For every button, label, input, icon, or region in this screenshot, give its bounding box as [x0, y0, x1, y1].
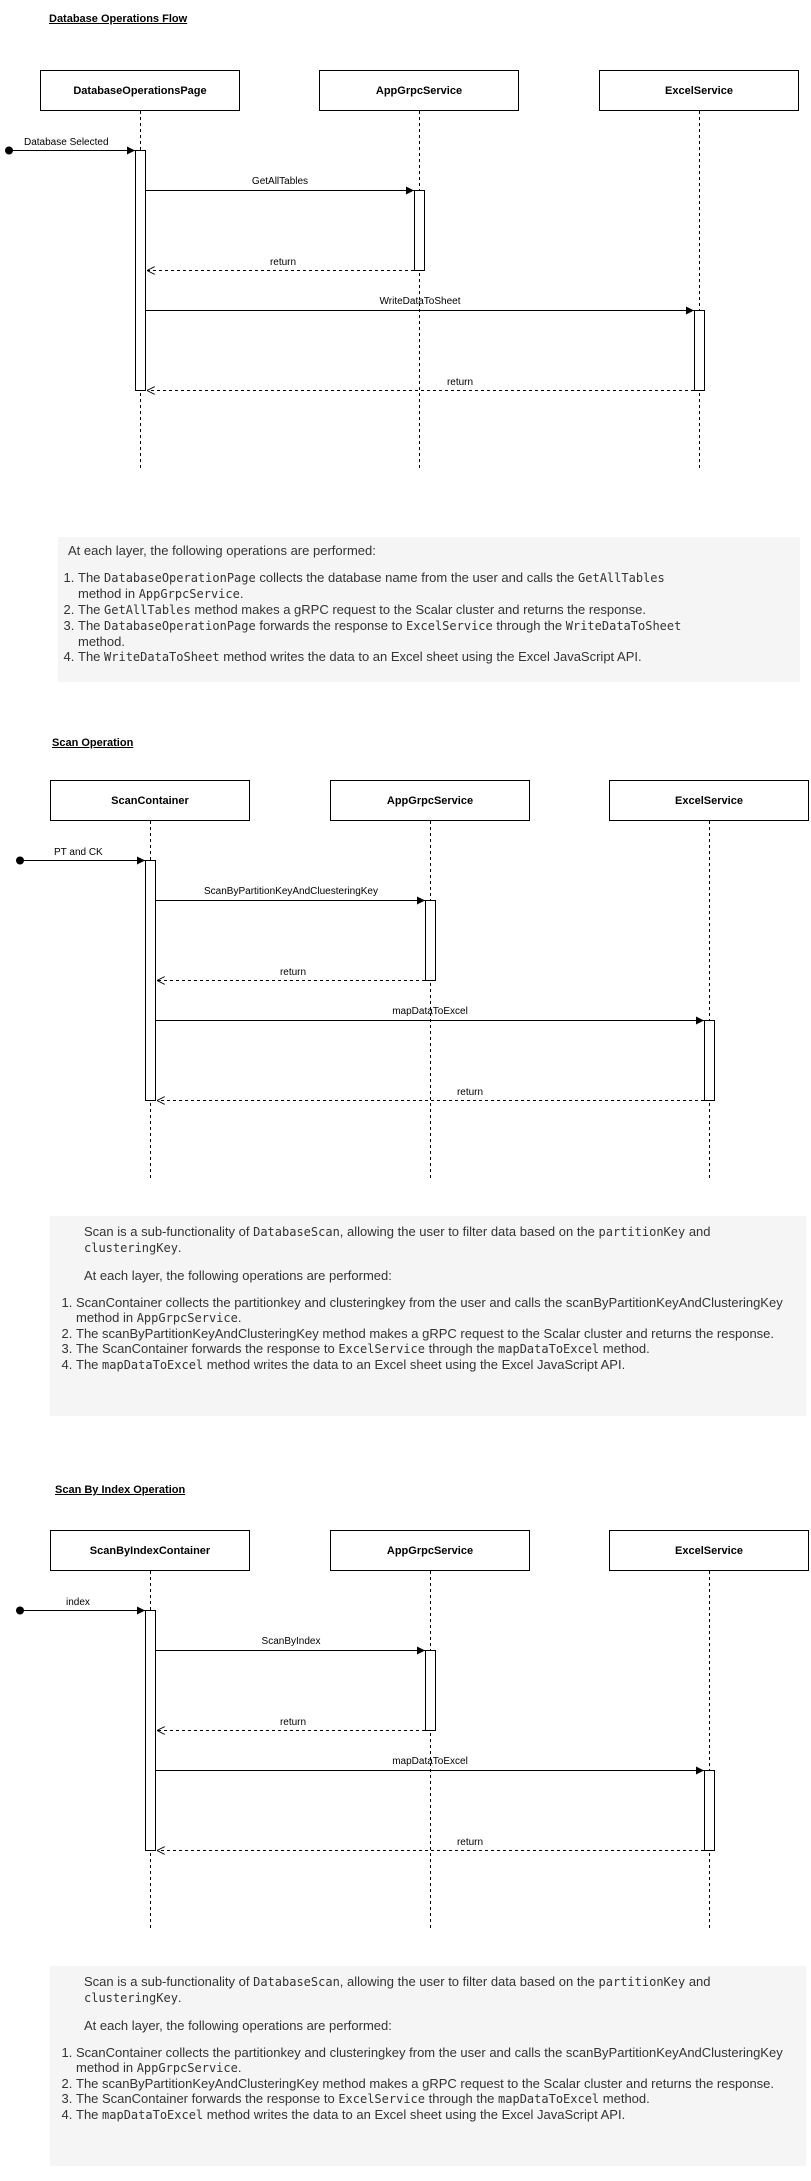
call-message-label: WriteDataToSheet [379, 296, 461, 307]
list-item: 4. The WriteDataToSheet method writes the data to an Excel sheet using the Excel JavaScript API. [78, 649, 800, 665]
call-message-label: mapDataToExcel [392, 1006, 468, 1017]
sequence-diagram-scan-by-index [0, 1520, 811, 1940]
steps-list [62, 570, 800, 665]
list-item: 2. The scanByPartitionKeyAndClusteringKey method makes a gRPC request to the Scalar cluster and returns the response. [76, 1326, 802, 1341]
list-item: 3. The DatabaseOperationPage forwards the response to ExcelService through the WriteDataToSheet method. [78, 618, 800, 649]
note-intro: Scan is a sub-functionality of DatabaseScan, allowing the user to filter data based on the partitionKey and clusteringKey. [84, 1224, 711, 1255]
trigger-message-label: PT and CK [54, 847, 103, 858]
activation-bar [136, 151, 146, 391]
participant-label: AppGrpcService [386, 1545, 474, 1557]
note-intro: Scan is a sub-functionality of DatabaseScan, allowing the user to filter data based on the partitionKey and clusteringKey. [84, 1974, 711, 2005]
sequence-diagram-scan [0, 770, 811, 1190]
section-title: Scan By Index Operation [55, 1484, 186, 1496]
return-message-label: return [279, 967, 307, 978]
list-item: 1. The DatabaseOperationPage collects the database name from the user and calls the GetAllTables method in AppGrpcService. [78, 570, 800, 602]
return-message-label: return [456, 1837, 484, 1848]
list-item: 4. The mapDataToExcel method writes the data to an Excel sheet using the Excel JavaScript API. [76, 2107, 802, 2123]
activation-bar [146, 1611, 156, 1851]
activation-bar [695, 311, 705, 391]
steps-list [60, 1295, 802, 1373]
return-message-label: return [269, 257, 297, 268]
activation-bar [426, 901, 436, 981]
return-message-label: return [279, 1717, 307, 1728]
participant-label: ScanByIndexContainer [89, 1545, 211, 1557]
explanation-note [50, 1216, 806, 1416]
list-item: 2. The GetAllTables method makes a gRPC request to the Scalar cluster and returns the response. [78, 602, 800, 618]
activation-bar [705, 1021, 715, 1101]
list-item: 1. ScanContainer collects the partitionkey and clusteringkey from the user and calls the scanByPartitionKeyAndClusteringKey method in AppGrpcService. [76, 1295, 802, 1326]
participant-label: AppGrpcService [375, 85, 463, 97]
explanation-note [58, 537, 800, 682]
trigger-message-label: index [66, 1597, 90, 1608]
activation-bar [705, 1771, 715, 1851]
list-item: 3. The ScanContainer forwards the response to ExcelService through the mapDataToExcel method. [76, 2091, 802, 2107]
list-item: 2. The scanByPartitionKeyAndClusteringKey method makes a gRPC request to the Scalar cluster and returns the response. [76, 2076, 802, 2091]
explanation-note [50, 1966, 806, 2166]
trigger-message-label: Database Selected [24, 137, 109, 148]
activation-bar [146, 861, 156, 1101]
participant-label: ExcelService [665, 85, 733, 97]
participant-label: ExcelService [675, 1545, 743, 1557]
section-title: Scan Operation [52, 737, 134, 749]
return-message-label: return [456, 1087, 484, 1098]
list-item: 3. The ScanContainer forwards the response to ExcelService through the mapDataToExcel method. [76, 1341, 802, 1357]
return-message-label: return [446, 377, 474, 388]
activation-bar [426, 1651, 436, 1731]
call-message-label: mapDataToExcel [392, 1756, 468, 1767]
note-heading: At each layer, the following operations are performed: [84, 2018, 392, 2033]
call-message-label: ScanByPartitionKeyAndCluesteringKey [204, 886, 378, 897]
list-item: 4. The mapDataToExcel method writes the data to an Excel sheet using the Excel JavaScript API. [76, 1357, 802, 1373]
call-message-label: GetAllTables [251, 176, 309, 187]
call-message-label: ScanByIndex [261, 1636, 321, 1647]
note-heading: At each layer, the following operations are performed: [68, 543, 376, 558]
participant-label: AppGrpcService [386, 795, 474, 807]
note-heading: At each layer, the following operations are performed: [84, 1268, 392, 1283]
participant-label: ScanContainer [111, 795, 189, 807]
sequence-diagram-database-operations [0, 60, 811, 480]
activation-bar [415, 191, 425, 271]
section-title: Database Operations Flow [49, 13, 188, 25]
list-item: 1. ScanContainer collects the partitionkey and clusteringkey from the user and calls the scanByPartitionKeyAndClusteringKey method in AppGrpcService. [76, 2045, 802, 2076]
participant-label: ExcelService [675, 795, 743, 807]
steps-list [60, 2045, 802, 2123]
participant-label: DatabaseOperationsPage [73, 85, 207, 97]
